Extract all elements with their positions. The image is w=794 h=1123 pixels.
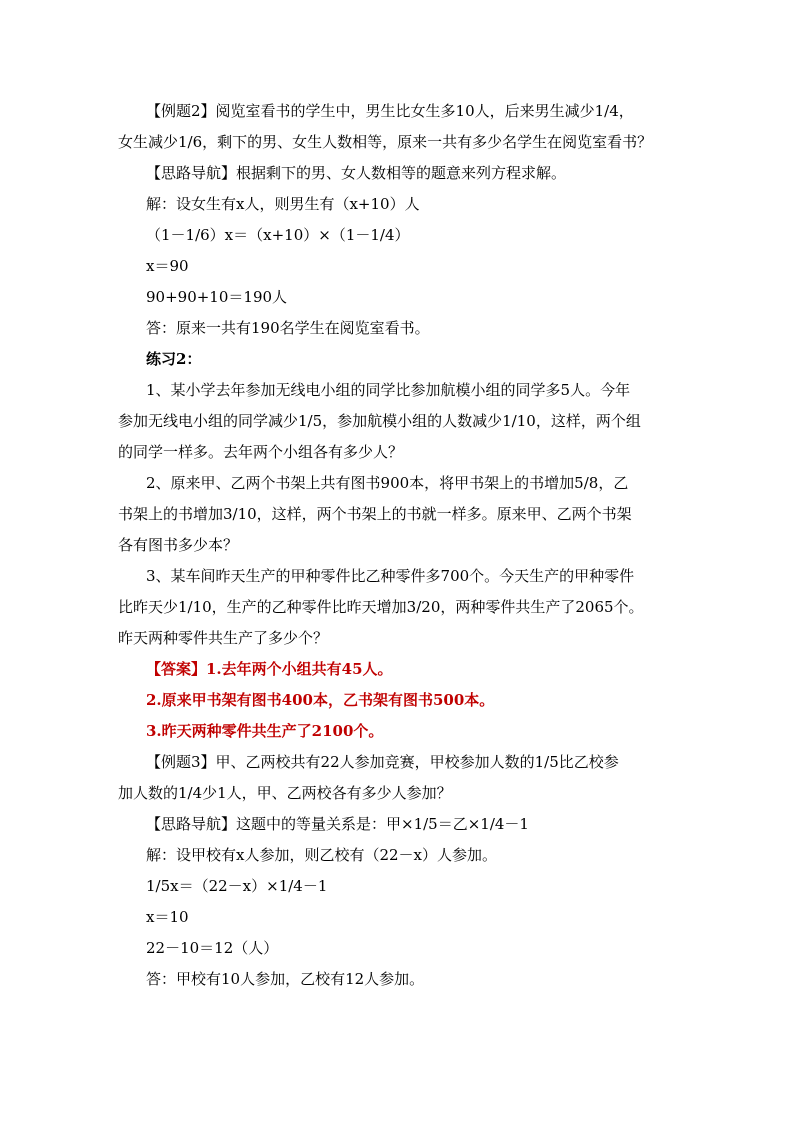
example2-line1: 【例题2】阅览室看书的学生中，男生比女生多10人，后来男生减少1/4， — [146, 102, 634, 120]
example3-answer-line: 答：甲校有10人参加，乙校有12人参加。 — [146, 970, 425, 988]
exercise2-q1-line: 的同学一样多。去年两个小组各有多少人？ — [118, 443, 404, 461]
document-page — [118, 96, 688, 995]
example3-line2: 加人数的1/4少1人，甲、乙两校各有多少人参加？ — [118, 784, 452, 802]
example3-solution-line: 解：设甲校有x人参加，则乙校有（22－x）人参加。 — [146, 846, 498, 864]
exercise2-answer-line: 3.昨天两种零件共生产了2100个。 — [146, 722, 384, 740]
exercise2-q2-line: 各有图书多少本？ — [118, 536, 239, 554]
example2-solution-line: 解：设女生有x人，则男生有（x+10）人 — [146, 195, 420, 213]
example3-solution-line: 22－10＝12（人） — [146, 939, 279, 957]
example3-hint: 【思路导航】这题中的等量关系是：甲×1/5＝乙×1/4－1 — [146, 815, 529, 833]
example2-answer-line: 答：原来一共有190名学生在阅览室看书。 — [146, 319, 430, 337]
exercise2-q3-line: 3、某车间昨天生产的甲种零件比乙种零件多700个。今天生产的甲种零件 — [146, 567, 635, 585]
example2-solution-line: x＝90 — [146, 257, 189, 275]
exercise2-answer-line: 【答案】1.去年两个小组共有45人。 — [146, 660, 393, 678]
exercise2-q1-line: 1、某小学去年参加无线电小组的同学比参加航模小组的同学多5人。今年 — [146, 381, 631, 399]
example2-hint: 【思路导航】根据剩下的男、女人数相等的题意来列方程求解。 — [146, 164, 567, 182]
example3-solution-line: 1/5x＝（22－x）×1/4－1 — [146, 877, 328, 895]
exercise2-q3-line: 昨天两种零件共生产了多少个？ — [118, 629, 329, 647]
exercise2-q2-line: 书架上的书增加3/10，这样，两个书架上的书就一样多。原来甲、乙两个书架 — [118, 505, 632, 523]
exercise2-q3-line: 比昨天少1/10，生产的乙种零件比昨天增加3/20，两种零件共生产了2065个。 — [118, 598, 644, 616]
example2-line2: 女生减少1/6，剩下的男、女生人数相等，原来一共有多少名学生在阅览室看书？ — [118, 133, 653, 151]
exercise2-answer-line: 2.原来甲书架有图书400本，乙书架有图书500本。 — [146, 691, 495, 709]
exercise2-q2-line: 2、原来甲、乙两个书架上共有图书900本，将甲书架上的书增加5/8，乙 — [146, 474, 629, 492]
example2-solution-line: 90+90+10＝190人 — [146, 288, 288, 306]
example3-solution-line: x＝10 — [146, 908, 189, 926]
exercise2-q1-line: 参加无线电小组的同学减少1/5，参加航模小组的人数减少1/10，这样，两个组 — [118, 412, 641, 430]
exercise2-title: 练习2： — [146, 350, 202, 368]
example2-solution-line: （1－1/6）x＝（x+10）×（1－1/4） — [146, 226, 410, 244]
example3-line1: 【例题3】甲、乙两校共有22人参加竞赛，甲校参加人数的1/5比乙校参 — [146, 753, 619, 771]
